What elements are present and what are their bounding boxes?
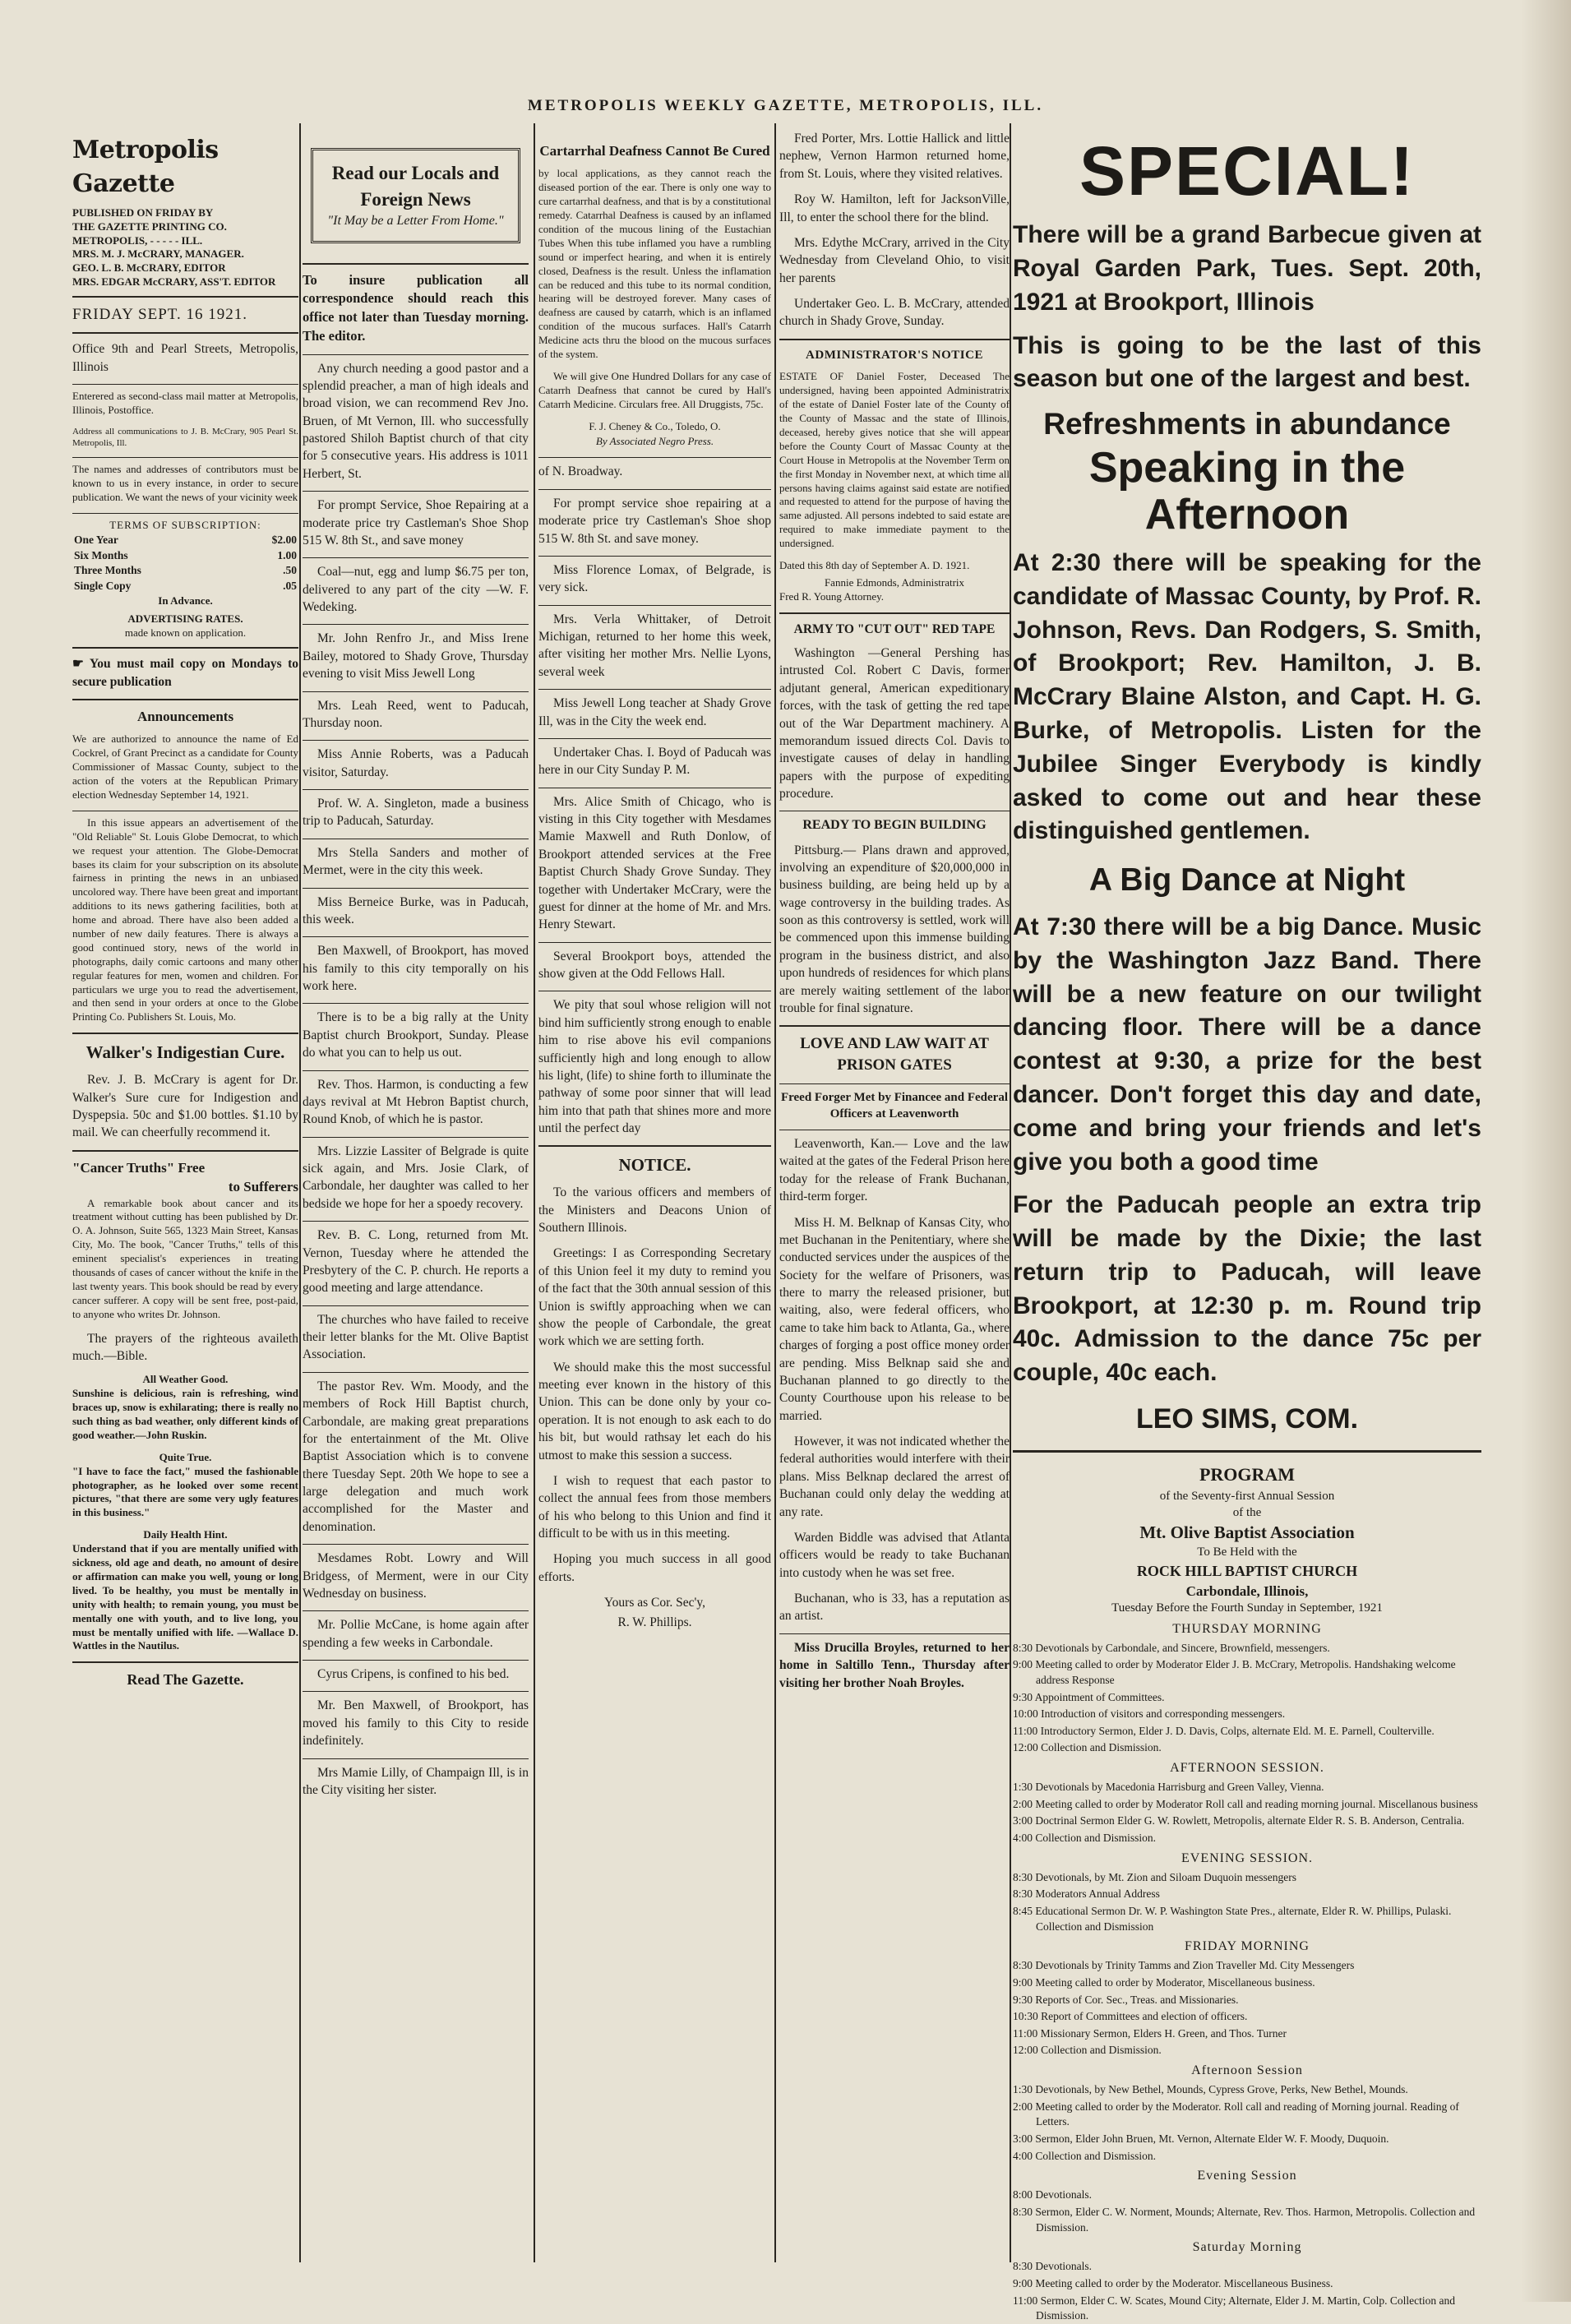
divider (303, 789, 529, 790)
association-program (1013, 1462, 1481, 2324)
divider (72, 1150, 298, 1152)
issue-date: FRIDAY SEPT. 16 1921. (72, 306, 247, 324)
notice-signature-name: R. W. Phillips. (617, 1615, 692, 1629)
local-item: Coal—nut, egg and lump $6.75 per ton, delivered to any part of the city —W. F. Wedeking. (303, 565, 529, 615)
walker-heading: Walker's Indigestian Cure. (85, 1042, 285, 1063)
address-notice: Address all communications to J. B. McCrary, 905 Pearl St. Metropolis, Ill. (72, 426, 298, 449)
committee-signature: LEO SIMS, COM. (1135, 1403, 1359, 1435)
program-date: Tuesday Before the Fourth Sunday in September, 1921 (1111, 1601, 1383, 1615)
divider (779, 1083, 1010, 1084)
page-edge-shading (1521, 0, 1571, 2302)
divider (72, 296, 298, 298)
notice-body (538, 1184, 771, 1586)
locals-box-title: Read our Locals and Foreign News (331, 163, 500, 210)
rate-label: Six Months (74, 548, 128, 561)
divider (303, 1691, 529, 1692)
barbecue-line: There will be a grand Barbecue given at Royal Garden Park, Tues. Sept. 20th, 1921 at Brookport, Illinois (1013, 221, 1481, 316)
divider (538, 689, 771, 690)
program-item: 8:30 Moderators Annual Address (1013, 1887, 1160, 1901)
love-body (779, 1135, 1010, 1625)
weather-body: Sunshine is delicious, rain is refreshing, wind braces up, snow is exhilarating; there is really no such thing as bad weather, only different kinds of good weather.—John Ruskin. (72, 1387, 298, 1441)
love-paragraph: Warden Biddle was advised that Atlanta officers would be ready to take Buchanan into custody when he was set free. (779, 1530, 1010, 1580)
broadway-line: of N. Broadway. (538, 464, 623, 479)
program-item: 4:00 Collection and Dismission. (1013, 2149, 1156, 2162)
program-item: 8:45 Educational Sermon Dr. W. P. Washington State Pres., alternate, Elder R. W. Phillips, Pulaski. Collection and Dismission (1013, 1904, 1452, 1933)
love-paragraph: Buchanan, who is 33, has a reputation as an artist. (779, 1592, 1010, 1624)
divider (538, 489, 771, 490)
quite-true-heading: Quite True. (159, 1450, 212, 1463)
local-item: Rev. Thos. Harmon, is conducting a few days revival at Mt Hebron Baptist church, Round Knob, of which he is pastor. (303, 1077, 529, 1127)
local-item: Several Brookport boys, attended the show given at the Odd Fellows Hall. (538, 949, 771, 981)
local-item: Undertaker Chas. I. Boyd of Paducah was here in our City Sunday P. M. (538, 745, 771, 778)
local-item: Mrs Stella Sanders and mother of Mermet, were in the city this week. (303, 845, 529, 878)
local-item: Mr. Ben Maxwell, of Brookport, has moved his family to this City to reside indefinitely. (303, 1698, 529, 1749)
program-item: 9:30 Appointment of Committees. (1013, 1690, 1165, 1703)
association-name: Mt. Olive Baptist Association (1139, 1522, 1355, 1543)
local-item: Miss Florence Lomax, of Belgrade, is very sick. (538, 562, 771, 595)
administrator-heading: ADMINISTRATOR'S NOTICE (806, 348, 983, 362)
administrator-date: Dated this 8th day of September A. D. 1921. (779, 559, 970, 572)
divider (72, 647, 298, 649)
masthead: METROPOLIS WEEKLY GAZETTE, METROPOLIS, ILL. (527, 97, 1044, 114)
program-sections (1013, 1620, 1481, 2324)
notice-paragraph: We should make this the most successful meeting ever known in the history of this Union. This can be done only by your co-operation. It is not enough to ask each to do his bit, but would rathsay let each do his utmost to make this session a success. (538, 1360, 771, 1462)
advertising-note: made known on application. (124, 626, 247, 640)
divider (303, 740, 529, 741)
attorney-signature: Fred R. Young Attorney. (779, 589, 885, 603)
program-item: 2:00 Meeting called to order by the Moderator. Roll call and reading of Morning journal. Reading of Letters. (1013, 2100, 1459, 2128)
speaking-body: At 2:30 there will be speaking for the candidate of Massac County, by Prof. R. Johnson, Revs. Dan Rodgers, S. Smith, of Brookport; Rev. Hamilton, J. B. McCrary Blaine Alston, and Capt. H. G. Burke, of Metropolis. Listen for the Jubilee Singer Everybody is kindly asked to come out and hear these distinguished gentlemen. (1013, 548, 1481, 845)
divider (303, 1372, 529, 1373)
divider (72, 457, 298, 458)
divider (72, 1661, 298, 1663)
program-item: 11:00 Sermon, Elder C. W. Scates, Mound City; Alternate, Elder J. M. Martin, Colp. Collection and Dismission. (1013, 2294, 1455, 2322)
broyles-item: Miss Drucilla Broyles, returned to her home in Saltillo Tenn., Thursday after visiting her brother Noah Broyles. (779, 1640, 1010, 1690)
divider (538, 942, 771, 943)
locals-box-subtitle: "It May be a Letter From Home." (327, 214, 504, 229)
local-item: For prompt service shoe repairing at a moderate price try Castleman's Shoe shop 515 W. 8th St. and save money. (538, 496, 771, 546)
divider (72, 1033, 298, 1034)
local-item: Mrs. Edythe McCrary, arrived in the City Wednesday from Cleveland Ohio, to visit her parents (779, 235, 1010, 285)
rate-price: .05 (283, 579, 297, 592)
local-item: Rev. B. C. Long, returned from Mt. Vernon, Tuesday where he attended the Presbytery of the C. P. church. He reports a good meeting and large attendance. (303, 1228, 529, 1296)
deafness-heading: Cartarrhal Deafness Cannot Be Cured (539, 143, 770, 159)
divider (72, 513, 298, 514)
notice-paragraph: To the various officers and members of the Ministers and Deacons Union of Southern Illinois. (538, 1185, 771, 1236)
advertising-heading: ADVERTISING RATES. (127, 612, 243, 626)
program-item: 2:00 Meeting called to order by Moderator Roll call and reading morning journal. Miscellanous business (1013, 1797, 1478, 1810)
nameplate: Metropolis Gazette (72, 136, 219, 199)
locals-box (311, 148, 520, 243)
program-item: 9:00 Meeting called to order by the Moderator. Miscellaneous Business. (1013, 2276, 1333, 2289)
ready-heading: READY TO BEGIN BUILDING (802, 818, 986, 833)
program-item: 1:30 Devotionals by Macedonia Harrisburg and Green Valley, Vienna. (1013, 1781, 1324, 1794)
local-item: Mesdames Robt. Lowry and Will Bridgess, of Merment, were in our City Wednesday on business. (303, 1551, 529, 1601)
publisher-info (72, 206, 298, 289)
cancer-body: A remarkable book about cancer and its treatment without cutting has been published by Dr. O. A. Johnson, Suite 565, 1323 Main Street, Kansas City, Mo. The book, "Cancer Truths," tells of this eminent specialist's experiences in treating thousands of cases of cancer without the knife in the last twenty years. This book should be read by every cancer sufferer. A copy will be sent free, post-paid, to anyone who writes Dr. Johnson. (72, 1196, 298, 1320)
announcements-heading: Announcements (136, 708, 234, 724)
divider (538, 738, 771, 739)
publisher-line: GEO. L. B. McCRARY, EDITOR (72, 261, 226, 275)
local-item: For prompt Service, Shoe Repairing at a moderate price try Castleman's Shoe Shop 515 W. 8th St., and save money (303, 498, 529, 548)
divider (538, 605, 771, 606)
program-held: To Be Held with the (1197, 1545, 1297, 1559)
column-5 (1013, 130, 1481, 2322)
publisher-line: MRS. EDGAR McCRARY, ASS'T. EDITOR (72, 275, 276, 289)
terms-heading: TERMS OF SUBSCRIPTION: (109, 519, 261, 532)
local-item: Undertaker Geo. L. B. McCrary, attended church in Shady Grove, Sunday. (779, 297, 1010, 329)
notice-signature: Yours as Cor. Sec'y, (604, 1596, 705, 1610)
local-item: Miss Jewell Long teacher at Shady Grove Ill, was in the City the week end. (538, 696, 771, 728)
paducah-trip: For the Paducah people an extra trip will be made by the Dixie; the last return trip to Paducah, will leave Brookport, at 12:30 p. m. Round trip 40c. Admission to the dance 75c per couple, 40c each. (1013, 1191, 1481, 1387)
program-section-title: Saturday Morning (1192, 2240, 1302, 2255)
program-section-title: FRIDAY MORNING (1185, 1939, 1310, 1954)
local-item: The churches who have failed to receive their letter blanks for the Mt. Olive Baptist Association. (303, 1312, 529, 1362)
pointing-hand-icon: ☛ (72, 657, 90, 672)
deafness-signature: F. J. Cheney & Co., Toledo, O. (589, 419, 721, 432)
notice-heading: NOTICE. (618, 1155, 691, 1176)
local-item: Miss Berneice Burke, was in Paducah, this week. (303, 894, 529, 926)
army-heading: ARMY TO "CUT OUT" RED TAPE (793, 621, 996, 636)
divider (303, 1544, 529, 1545)
program-item: 10:00 Introduction of visitors and corresponding messengers. (1013, 1707, 1286, 1721)
divider (303, 491, 529, 492)
program-item: 3:00 Sermon, Elder John Bruen, Mt. Vernon, Alternate Elder W. F. Moody, Duquoin. (1013, 2132, 1389, 2145)
program-item: 8:30 Devotionals by Trinity Tamms and Zion Traveller Md. City Messengers (1013, 1959, 1355, 1972)
program-session: of the Seventy-first Annual Session (1159, 1490, 1335, 1504)
ready-body: Pittsburg.— Plans drawn and approved, involving an expenditure of $20,000,000 in business building, are being held up by a wage controversy in the building trades. As soon as this controversy is settled, work will be commenced upon this immense building program in the business district, and also upon hundreds of residences for which plans are merely waiting settlement of the labor trouble for final signature. (779, 843, 1010, 1015)
column-rule (1010, 123, 1011, 2262)
divider (779, 339, 1010, 340)
divider (303, 1610, 529, 1611)
deafness-offer: We will give One Hundred Dollars for any case of Catarrh Deafness that cannot be cured by Hall's Catarrh Medicine. Circulars free. All Druggists, 75c. (538, 369, 771, 410)
administrator-signature: Fannie Edmonds, Administratrix (824, 575, 965, 589)
column-1 (72, 130, 298, 2262)
press-credit: By Associated Negro Press. (595, 435, 714, 448)
love-paragraph: Miss H. M. Belknap of Kansas City, who met Buchanan in the Penitentiary, where she conducted services under the auspices of the Society for the welfare of Prisoners, was there to marry the released prisioner, but waiting, also, were federal officers, who came to take him back to Atlanta, Ga., where charges of forging a post office money order are pending. Miss Belknap said she and Buchanan planned to go directly to the County Courthouse upon his release to be married. (779, 1215, 1010, 1423)
program-item: 8:30 Sermon, Elder C. W. Norment, Mounds; Alternate, Rev. Thos. Harmon, Metropolis. Collection and Dismission. (1013, 2205, 1476, 2234)
divider (538, 457, 771, 458)
divider (303, 1660, 529, 1661)
divider (303, 1070, 529, 1071)
local-item: Mr. John Renfro Jr., and Miss Irene Bailey, motored to Shady Grove, Thursday evening to visit Miss Jewell Long (303, 631, 529, 681)
program-item: 11:00 Introductory Sermon, Elder J. D. Davis, Colps, alternate Eld. M. E. Parnell, Coulterville. (1013, 1724, 1435, 1737)
insure-notice: To insure publication all correspondence should reach this office not later than Tuesday morning. The editor. (303, 271, 529, 344)
program-item: 8:30 Devotionals. (1013, 2260, 1092, 2273)
local-items (538, 495, 771, 1138)
local-items (779, 130, 1010, 330)
column-4 (779, 130, 1010, 2262)
deafness-body: by local applications, as they cannot reach the diseased portion of the ear. There is only one way to cure cartarrhal deafness, and that is by a constitutional remedy. Catarrhal Deafness is caused by an inflamed condition of the mucous lining of the Eustachian Tubes When this tube inflamed you have a rumbling sound or imperfect hearing, and when it is entirely closed, Deafness is the result. Unless the inflamation can be reduced and this tube to its normal condition, hearing will be destroyed forever. Many cases of deafness are caused by catarrh, which is an inflamed condition of the mucous surfaces. Hall's Catarrh Medicine acts thru the blood on the mucous surfaces of the system. (538, 167, 771, 361)
local-item: There is to be a big rally at the Unity Baptist church Brookport, Sunday. Please do what you can to help us out. (303, 1010, 529, 1060)
globe-democrat-notice: In this issue appears an advertisement of the "Old Reliable" St. Louis Globe Democrat, to which we request your attention. The Globe-Democrat bases its claim for your subscription on its absolute fairness in printing the news in an unbiased uncolored way. There have been great and important additions to its news gathering facilities, both at home and abroad. There have also been added a number of new daily features. There is always a good continued story, news of the world in photographs, daily comic cartoons and many other regular features for men, women and children. For particulars we urge you to read the advertisement, and then send in your orders at once to the Globe Printing Co. Publishers St. Louis, Mo. (72, 815, 298, 1023)
column-rule (299, 123, 301, 2262)
divider (303, 354, 529, 355)
local-item: Cyrus Cripens, is confined to his bed. (317, 1667, 510, 1682)
program-item: 4:00 Collection and Dismission. (1013, 1832, 1156, 1844)
program-item: 10:30 Report of Committees and election of officers. (1013, 2010, 1248, 2023)
rate-row (72, 579, 298, 594)
local-item: Fred Porter, Mrs. Lottie Hallick and little nephew, Vernon Harmon returned home, from St. Louis, where they visited relatives. (779, 132, 1010, 181)
program-section-title: Afternoon Session (1191, 2063, 1303, 2078)
army-body: Washington —General Pershing has intrusted Col. Robert C Davis, former adjutant general, American expeditionary forces, with the task of getting the red tape out of the War Department machinery. A memorandum issued directs Col. Davis to investigate causes of delay in handling papers with the purpose of expediting procedure. (779, 646, 1010, 802)
program-item: 9:00 Meeting called to order by Moderator Elder J. B. McCrary, Metropolis. Handshaking welcome address Response (1013, 1658, 1456, 1686)
notice-paragraph: Greetings: I as Corresponding Secretary of this Union feel it my duty to remind you of the fact that the 30th annual session of this Union is swiftly approaching when we can show the people of Carbondale, the great work which we are setting forth. (538, 1246, 771, 1349)
program-heading: PROGRAM (1199, 1463, 1296, 1485)
program-item: 1:30 Devotionals, by New Bethel, Mounds, Cypress Grove, Perks, New Bethel, Mounds. (1013, 2083, 1408, 2096)
read-gazette: Read The Gazette. (127, 1671, 244, 1689)
publisher-line: PUBLISHED ON FRIDAY BY (72, 206, 214, 219)
local-item: Mrs. Verla Whittaker, of Detroit Michigan, returned to her home this week, after visiting her mother Mrs. Nellie Lyons, several week (538, 612, 771, 679)
divider (72, 699, 298, 700)
local-item: Mrs. Leah Reed, went to Paducah, Thursday noon. (303, 698, 529, 730)
publisher-line: METROPOLIS, - - - - - ILL. (72, 233, 203, 247)
local-item: We pity that soul whose religion will not bind him sufficiently strong enough to enable him to rise above his evil companions sufficiently high and long enough to allow his light, (life) to shine forth to illuminate the pathway of some poor sinner that will lead him into that path that shines more and more until the perfect day (538, 998, 771, 1135)
program-section-title: AFTERNOON SESSION. (1170, 1761, 1324, 1776)
love-subheading: Freed Forger Met by Financee and Federal Officers at Leavenworth (780, 1090, 1009, 1121)
mail-notice-text: You must mail copy on Mondays to secure publication (72, 657, 298, 689)
divider (538, 556, 771, 557)
love-paragraph: Leavenworth, Kan.— Love and the law waited at the gates of the Federal Prison here today for the release of Frank Buchanan, third-term forger. (779, 1137, 1010, 1204)
local-item: Miss Annie Roberts, was a Paducah visitor, Saturday. (303, 747, 529, 779)
walker-body: Rev. J. B. McCrary is agent for Dr. Walker's Sure cure for Indigestion and Dyspepsia. 50c and $1.00 bottles. $1.10 by mail. We can cheerfully recommend it. (72, 1073, 298, 1140)
office-address: Office 9th and Pearl Streets, Metropolis, Illinois (72, 342, 298, 374)
divider (1013, 1450, 1481, 1453)
divider (303, 557, 529, 558)
speaking-heading: Speaking in the Afternoon (1088, 443, 1406, 538)
cancer-heading-2: to Sufferers (228, 1179, 298, 1195)
administrator-body: ESTATE OF Daniel Foster, Deceased The undersigned, having been appointed Administratrix of the estate of Daniel Foster late of the County of the County of Massac and the state of Illinois, deceased, hereby gives notice that she will appear before the County Court of Massac County at the Court House in Metropolis at the November Term on the first Monday in November next, at which time all persons having claims against said estate are notified and requested to attend for the purpose of having the same adjusted. All persons indebted to said estate are required to make immediate payment to the undersigned. (779, 370, 1010, 550)
local-item: Mrs. Alice Smith of Chicago, who is visting in this City together with Mesdames Mamie Maxwell and Ruth Donlow, of Brookport attended services at the Free Baptist Church Shady Grove Sunday. They together with Undertaker McCrary, were the guest for dinner at the home of Mr. and Mrs. Henry Stewart. (538, 794, 771, 932)
local-item: The pastor Rev. Wm. Moody, and the members of Rock Hill Baptist church, Carbondale, are making great preparations for the entertainment of the Mt. Olive Baptist Association which is to convene there Tuesday Sept. 20th We hope to see a large delegation and much work accomplished for the Master and denomination. (303, 1379, 529, 1534)
local-item: Mrs. Lizzie Lassiter of Belgrade is quite sick again, and Mrs. Josie Clark, of Carbondale, her daughter was called to her bedside we hope for her a spoedy recovery. (303, 1144, 529, 1211)
local-item: Any church needing a good pastor and a splendid preacher, a man of high ideals and broad vision, we can recommend Rev Jno. Bruen, of Mt Vernon, Ill. who successfully pastored Shiloh Baptist church of that city for 5 consecutive years. His address is 1011 Herbert, St. (303, 361, 529, 481)
refreshments-heading: Refreshments in abundance (1043, 407, 1451, 441)
dance-body: At 7:30 there will be a big Dance. Music by the Washington Jazz Band. There will be a new feature on our twilight dancing floor. There will be a dance contest at 9:30, a prize for the best dancer. Don't forget this day and date, come and bring your friends and let's give you both a good time (1013, 913, 1481, 1176)
health-heading: Daily Health Hint. (143, 1528, 228, 1541)
local-item: Prof. W. A. Singleton, made a business trip to Paducah, Saturday. (303, 797, 529, 829)
local-item: Mr. Pollie McCane, is home again after spending a few weeks in Carbondale. (303, 1618, 529, 1650)
dance-heading: A Big Dance at Night (1088, 862, 1406, 899)
program-item: 12:00 Collection and Dismission. (1013, 1741, 1162, 1754)
program-item: 11:00 Missionary Sermon, Elders H. Green, and Thos. Turner (1013, 2026, 1287, 2040)
program-item: 9:30 Reports of Cor. Sec., Treas. and Missionaries. (1013, 1993, 1239, 2006)
special-heading: SPECIAL! (1079, 132, 1416, 210)
rate-price: .50 (283, 564, 297, 577)
divider (779, 612, 1010, 614)
contributors-notice: The names and addresses of contributors must be known to us in every instance, in order to secure publication. We want the news of your vicinity week (72, 463, 298, 504)
divider (303, 691, 529, 692)
program-section-title: EVENING SESSION. (1181, 1850, 1313, 1865)
program-item: 8:00 Devotionals. (1013, 2188, 1092, 2202)
program-item: 9:00 Meeting called to order by Moderator, Miscellaneous business. (1013, 1975, 1315, 1989)
program-item: 3:00 Doctrinal Sermon Elder G. W. Rowlett, Metropolis, alternate Elder R. S. B. Anderson, Centralia. (1013, 1814, 1465, 1827)
notice-paragraph: I wish to request that each pastor to collect the annual fees from those members of his who belong to this Union and find it difficult to be with us in this meeting. (538, 1473, 771, 1541)
notice-paragraph: Hoping you much success in all good efforts. (538, 1552, 771, 1584)
program-item: 12:00 Collection and Dismission. (1013, 2044, 1162, 2057)
divider (72, 332, 298, 334)
health-body: Understand that if you are mentally unified with sickness, old age and death, no amount of desire or affirmation can make you well, young or long lived. To be healthy, you must be mentally in unity with health; to remain young, you must be mentally one with youth, and to live long, you must be mentally unified with life. —Wallace D. Wattles in the Nautilus. (72, 1542, 298, 1652)
column-2 (303, 130, 529, 2262)
rate-label: Three Months (74, 564, 141, 577)
divider (303, 1003, 529, 1004)
program-section-title: THURSDAY MORNING (1172, 1621, 1322, 1636)
local-item: Ben Maxwell, of Brookport, has moved his family to this city temporally on his work here. (303, 944, 529, 994)
divider (538, 1145, 771, 1147)
local-item: Roy W. Hamilton, left for JacksonVille, Ill, to enter the school there for the blind. (779, 192, 1010, 224)
weather-heading: All Weather Good. (142, 1373, 229, 1386)
program-item: 8:30 Devotionals, by Mt. Zion and Siloam Duquoin messengers (1013, 1870, 1296, 1883)
announcement-body: We are authorized to announce the name of Ed Cockrel, of Grant Precinct as a candidate for County Commissioner of Massac County, subject to the action of the voters at the Republican Primary election Wednesday September 14, 1921. (72, 732, 298, 801)
entered-notice: Enterered as second-class mail matter at Metropolis, Illinois, Postoffice. (72, 390, 298, 416)
barbecue-advertisement (1013, 132, 1481, 1439)
quite-true-body: "I have to face the fact," mused the fashionable photographer, as he looked over some recent pictures, "that there are some very ugly features in this business." (72, 1464, 298, 1519)
rate-row (72, 548, 298, 564)
column-rule (774, 123, 776, 2262)
cancer-heading: "Cancer Truths" Free (72, 1159, 206, 1176)
column-3 (538, 130, 771, 2262)
church-city: Carbondale, Illinois, (1185, 1582, 1309, 1599)
divider (303, 936, 529, 937)
rate-label: Single Copy (74, 579, 132, 592)
publisher-line: MRS. M. J. McCRARY, MANAGER. (72, 247, 244, 261)
program-item: 8:30 Devotionals by Carbondale, and Sincere, Brownfield, messengers. (1013, 1641, 1330, 1654)
subscription-rates (72, 533, 298, 594)
program-section-title: Evening Session (1197, 2169, 1297, 2183)
rate-row (72, 563, 298, 579)
rate-price: 1.00 (277, 548, 297, 561)
rate-row (72, 533, 298, 548)
divider (303, 888, 529, 889)
divider (303, 1137, 529, 1138)
advance-note: In Advance. (158, 594, 213, 607)
rate-label: One Year (74, 534, 118, 547)
prayers-quote: The prayers of the righteous availeth much.—Bible. (72, 1331, 298, 1363)
divider (303, 1221, 529, 1222)
divider (779, 1025, 1010, 1027)
divider (303, 1758, 529, 1759)
divider (303, 1305, 529, 1306)
local-items (303, 360, 529, 1800)
love-paragraph: However, it was not indicated whether the federal authorities would interfere with their plans. Miss Belknap declared the arrest of Buchanan could only delay the wedding at any rate. (779, 1435, 1010, 1519)
divider (303, 263, 529, 265)
church-name: ROCK HILL BAPTIST CHURCH (1136, 1562, 1358, 1579)
divider (72, 384, 298, 385)
divider (303, 624, 529, 625)
publisher-line: THE GAZETTE PRINTING CO. (72, 219, 227, 233)
program-of: of the (1232, 1505, 1262, 1519)
season-line: This is going to be the last of this season but one of the largest and best. (1013, 331, 1481, 393)
love-heading: LOVE AND LAW WAIT AT PRISON GATES (800, 1035, 989, 1074)
divider (779, 1633, 1010, 1634)
local-item: Mrs Mamie Lilly, of Champaign Ill, is in the City visiting her sister. (303, 1765, 529, 1797)
column-rule (534, 123, 535, 2262)
rate-price: $2.00 (271, 534, 297, 547)
mail-notice (72, 655, 298, 691)
